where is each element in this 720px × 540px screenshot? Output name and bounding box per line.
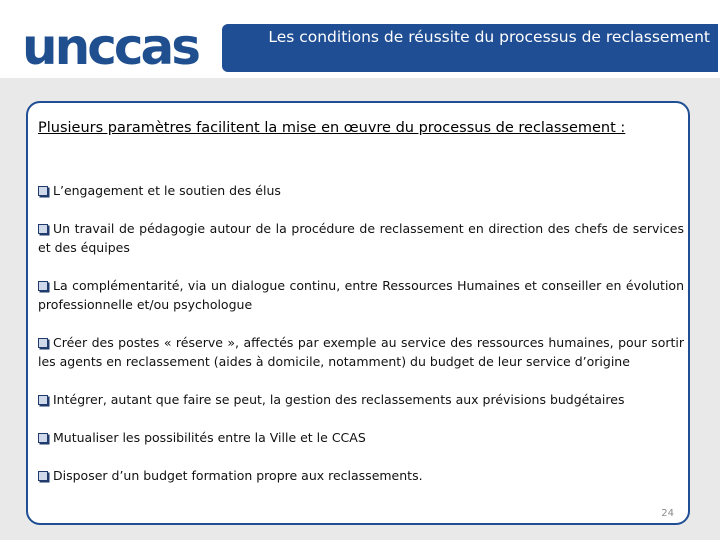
- checkbox-square-icon: [38, 395, 48, 405]
- bullet-item: [38, 276, 684, 314]
- checkbox-square-icon: [38, 338, 48, 348]
- bullet-text: La complémentarité, via un dialogue continu, entre Ressources Humaines et conseiller en évolution professionnelle et/ou psychologue: [38, 278, 684, 312]
- bullet-text: Mutualiser les possibilités entre la Ville et le CCAS: [53, 430, 366, 445]
- bullet-text: Un travail de pédagogie autour de la procédure de reclassement en direction des chefs de services et des équipes: [38, 221, 684, 255]
- checkbox-square-icon: [38, 281, 48, 291]
- bullet-text: Intégrer, autant que faire se peut, la gestion des reclassements aux prévisions budgétaires: [53, 392, 625, 407]
- bullet-item: [38, 390, 684, 409]
- title-bar: [222, 24, 718, 72]
- slide-header: [0, 0, 720, 78]
- checkbox-square-icon: [38, 224, 48, 234]
- content-box: [26, 101, 690, 525]
- intro-text: Plusieurs paramètres facilitent la mise en œuvre du processus de reclassement :: [38, 120, 626, 136]
- checkbox-square-icon: [38, 471, 48, 481]
- bullet-text: L’engagement et le soutien des élus: [53, 183, 281, 198]
- bullet-list: [38, 181, 684, 504]
- unccas-logo: unccas: [22, 18, 198, 76]
- bullet-text: Créer des postes « réserve », affectés par exemple au service des ressources humaines, pour sortir les agents en reclassement (aides à domicile, notamment) du budget de leur service d’origine: [38, 335, 684, 369]
- bullet-item: [38, 219, 684, 257]
- slide-title: Les conditions de réussite du processus de reclassement: [268, 28, 710, 46]
- checkbox-square-icon: [38, 433, 48, 443]
- bullet-item: [38, 333, 684, 371]
- bullet-item: [38, 466, 684, 485]
- checkbox-square-icon: [38, 186, 48, 196]
- bullet-item: [38, 181, 684, 200]
- bullet-text: Disposer d’un budget formation propre aux reclassements.: [53, 468, 423, 483]
- page-number: 24: [661, 508, 674, 519]
- bullet-item: [38, 428, 684, 447]
